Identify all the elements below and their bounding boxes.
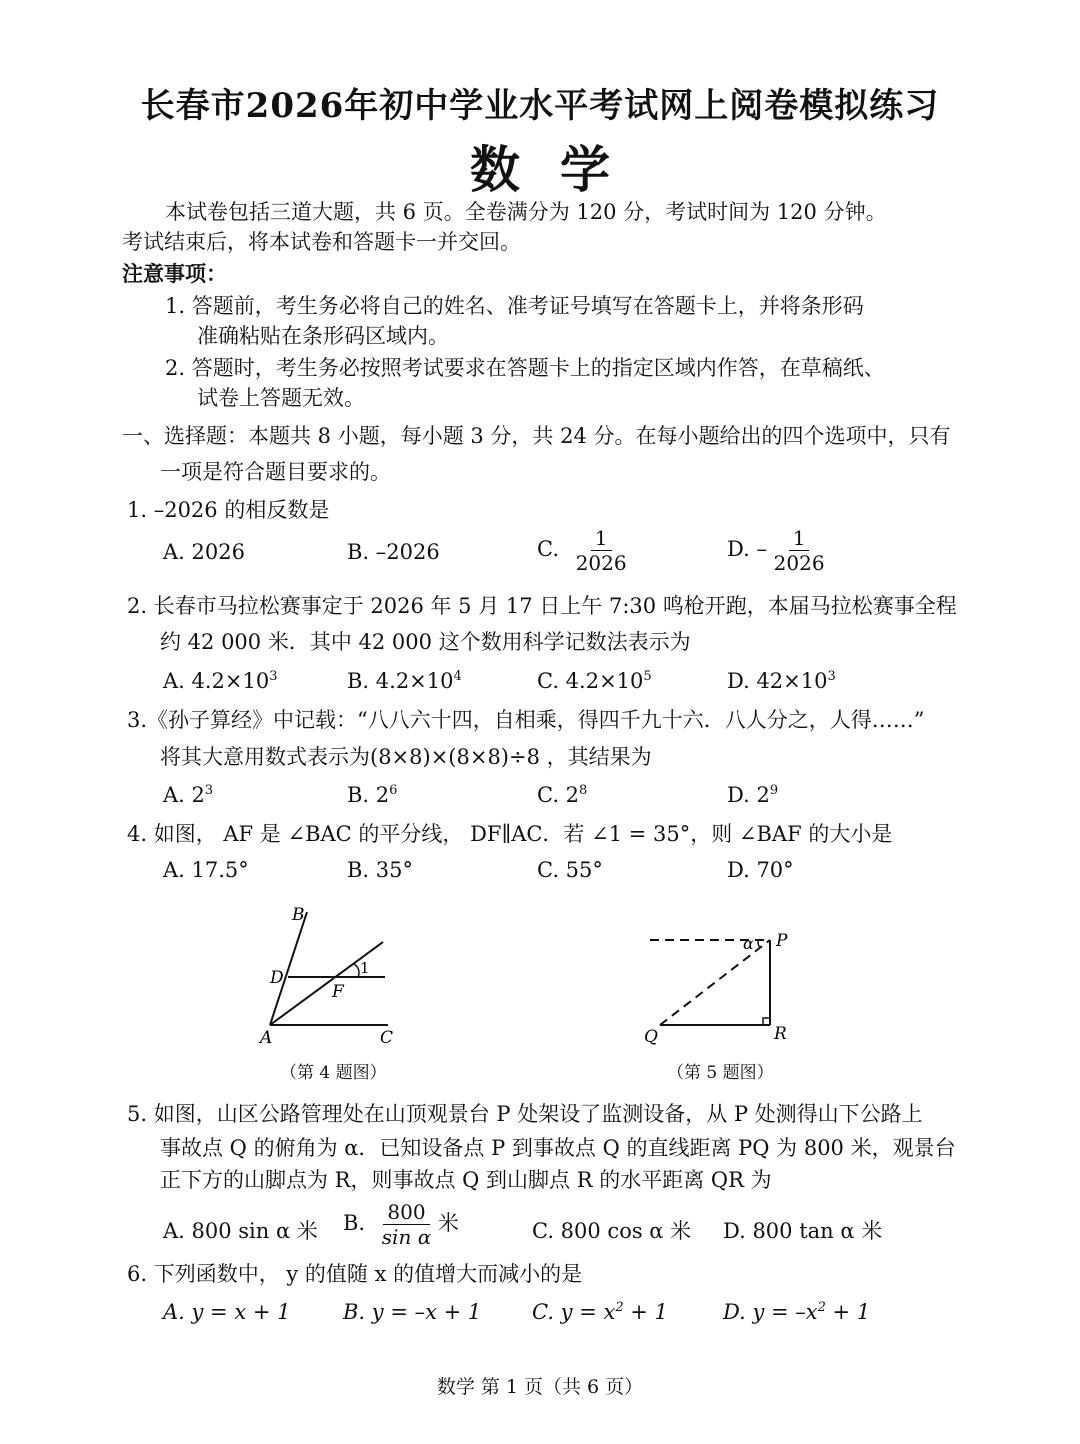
q2-option-d-base: D. 42×10: [727, 669, 828, 693]
q5-stem-line-3: 正下方的山脚点为 R，则事故点 Q 到山脚点 R 的水平距离 QR 为: [160, 1168, 772, 1192]
line-af: [270, 942, 383, 1025]
q3-option-b: [347, 783, 397, 807]
figure-5-caption: （第 5 题图）: [667, 1063, 774, 1083]
exponent: 3: [827, 669, 836, 684]
q4-stem: 4. 如图， AF 是 ∠BAC 的平分线， DF∥AC．若 ∠1 = 35°，则 ∠BAF 的大小是: [127, 822, 893, 846]
label-q: Q: [644, 1027, 658, 1047]
q5-option-a: A. 800 sin α 米: [163, 1219, 318, 1243]
right-angle-mark: [763, 1018, 770, 1025]
q3-option-b-base: B. 2: [347, 783, 390, 807]
q1-option-d: [727, 526, 825, 575]
q6-option-c-base: C. y = x: [532, 1300, 616, 1324]
q1-option-b: B. –2026: [347, 540, 440, 564]
q1-option-d-label: D. –: [727, 537, 767, 561]
q6-option-d-tail: + 1: [825, 1300, 871, 1324]
q3-option-a: [163, 783, 213, 807]
label-b: B: [292, 905, 305, 925]
q5-option-b: [343, 1200, 459, 1249]
q6-option-c-tail: + 1: [623, 1300, 668, 1324]
q6-option-d-base: D. y = –x: [723, 1300, 818, 1324]
fraction-numerator: 800: [383, 1200, 429, 1225]
q2-option-c: [537, 669, 652, 693]
q5-option-d: D. 800 tan α 米: [723, 1219, 883, 1243]
q3-option-d-base: D. 2: [727, 783, 770, 807]
q5-option-b-label: B.: [343, 1211, 366, 1235]
intro-line-1: 本试卷包括三道大题，共 6 页。全卷满分为 120 分，考试时间为 120 分钟。: [165, 200, 887, 224]
q3-stem-line-2: 将其大意用数式表示为(8×8)×(8×8)÷8 ，其结果为: [160, 745, 652, 769]
q6-stem: 6. 下列函数中， y 的值随 x 的值增大而减小的是: [127, 1262, 583, 1286]
q2-option-c-base: C. 4.2×10: [537, 669, 644, 693]
fraction-numerator: 1: [591, 526, 612, 551]
q3-option-c: [537, 783, 587, 807]
q4-option-c: C. 55°: [537, 858, 603, 882]
q1-option-a: A. 2026: [163, 540, 245, 564]
q3-stem-line-1: 3.《孙子算经》中记载：“八八六十四，自相乘，得四千九十六．八人分之，人得……”: [127, 708, 925, 732]
q5-option-b-unit: 米: [437, 1211, 459, 1235]
intro-line-2: 考试结束后，将本试卷和答题卡一并交回。: [122, 230, 521, 254]
q2-option-a-base: A. 4.2×10: [163, 669, 270, 693]
q6-option-b: B. y = –x + 1: [343, 1300, 482, 1324]
q5-option-c: C. 800 cos α 米: [532, 1219, 692, 1243]
exponent: 3: [204, 783, 214, 798]
notice-2-line-1: 2. 答题时，考生务必按照考试要求在答题卡上的指定区域内作答，在草稿纸、: [165, 356, 885, 380]
exponent: 6: [389, 783, 398, 798]
label-p: P: [776, 931, 788, 951]
fraction-denominator: 2026: [575, 551, 627, 575]
section-1-heading: 一、选择题：本题共 8 小题，每小题 3 分，共 24 分。在每小题给出的四个选项中，只有: [122, 424, 951, 448]
label-c: C: [380, 1028, 394, 1048]
exponent: 2: [817, 1300, 826, 1315]
q1-stem: 1. –2026 的相反数是: [127, 498, 330, 522]
q1-option-d-fraction: [774, 526, 825, 575]
page-footer: 数学 第 1 页（共 6 页）: [436, 1376, 644, 1398]
q4-option-a: A. 17.5°: [163, 858, 249, 882]
q2-stem-line-2: 约 42 000 米．其中 42 000 这个数用科学记数法表示为: [160, 630, 691, 654]
q2-option-d: [727, 669, 836, 693]
label-r: R: [774, 1024, 787, 1044]
notice-2-line-2: 试卷上答题无效。: [197, 386, 365, 410]
q2-option-b-base: B. 4.2×10: [347, 669, 454, 693]
q1-option-c-label: C.: [537, 537, 559, 561]
notice-title: 注意事项：: [122, 261, 227, 286]
section-1-heading-2: 一项是符合题目要求的。: [160, 460, 391, 484]
q2-option-a: [163, 669, 278, 693]
figure-4-caption: （第 4 题图）: [280, 1063, 387, 1083]
exponent: 4: [453, 669, 462, 684]
exponent: 2: [615, 1300, 624, 1315]
q4-option-b: B. 35°: [347, 858, 414, 882]
fraction-denominator: sin α: [381, 1225, 432, 1249]
q3-option-d: [727, 783, 778, 807]
notice-1-line-1: 1. 答题前，考生务必将自己的姓名、准考证号填写在答题卡上，并将条形码: [165, 294, 864, 318]
exponent: 3: [269, 669, 278, 684]
exponent: 8: [579, 783, 588, 798]
q3-option-a-base: A. 2: [163, 783, 205, 807]
q3-option-c-base: C. 2: [537, 783, 580, 807]
q5-option-b-fraction: [382, 1200, 431, 1249]
exponent: 9: [769, 783, 779, 798]
label-f: F: [332, 982, 344, 1002]
label-a: A: [260, 1028, 273, 1048]
q5-stem-line-2: 事故点 Q 的俯角为 α．已知设备点 P 到事故点 Q 的直线距离 PQ 为 800 米，观景台: [160, 1136, 956, 1160]
figure-4-diagram: [250, 900, 410, 1050]
fraction-numerator: 1: [789, 526, 810, 551]
q4-option-d: D. 70°: [727, 858, 794, 882]
q6-option-d: [723, 1300, 870, 1324]
figure-5-diagram: [640, 925, 810, 1050]
angle-1-arc: [354, 964, 359, 977]
label-alpha: α: [743, 934, 754, 953]
q5-stem-line-1: 5. 如图，山区公路管理处在山顶观景台 P 处架设了监测设备，从 P 处测得山下公路上: [127, 1102, 923, 1126]
q1-option-c-fraction: [576, 526, 627, 575]
exponent: 5: [643, 669, 652, 684]
notice-1-line-2: 准确粘贴在条形码区域内。: [197, 324, 449, 348]
label-angle-1: 1: [360, 959, 370, 977]
q2-stem-line-1: 2. 长春市马拉松赛事定于 2026 年 5 月 17 日上午 7:30 鸣枪开跑，本届马拉松赛事全程: [127, 594, 957, 618]
q2-option-b: [347, 669, 462, 693]
exam-title: 长春市2026年初中学业水平考试网上阅卷模拟练习: [140, 86, 940, 126]
q6-option-c: [532, 1300, 668, 1324]
q6-option-a: A. y = x + 1: [163, 1300, 291, 1324]
q1-option-c: [537, 526, 627, 575]
subject-title: 数学: [470, 140, 650, 199]
fraction-denominator: 2026: [773, 551, 825, 575]
alpha-arc: [758, 940, 760, 948]
label-d: D: [270, 968, 284, 988]
